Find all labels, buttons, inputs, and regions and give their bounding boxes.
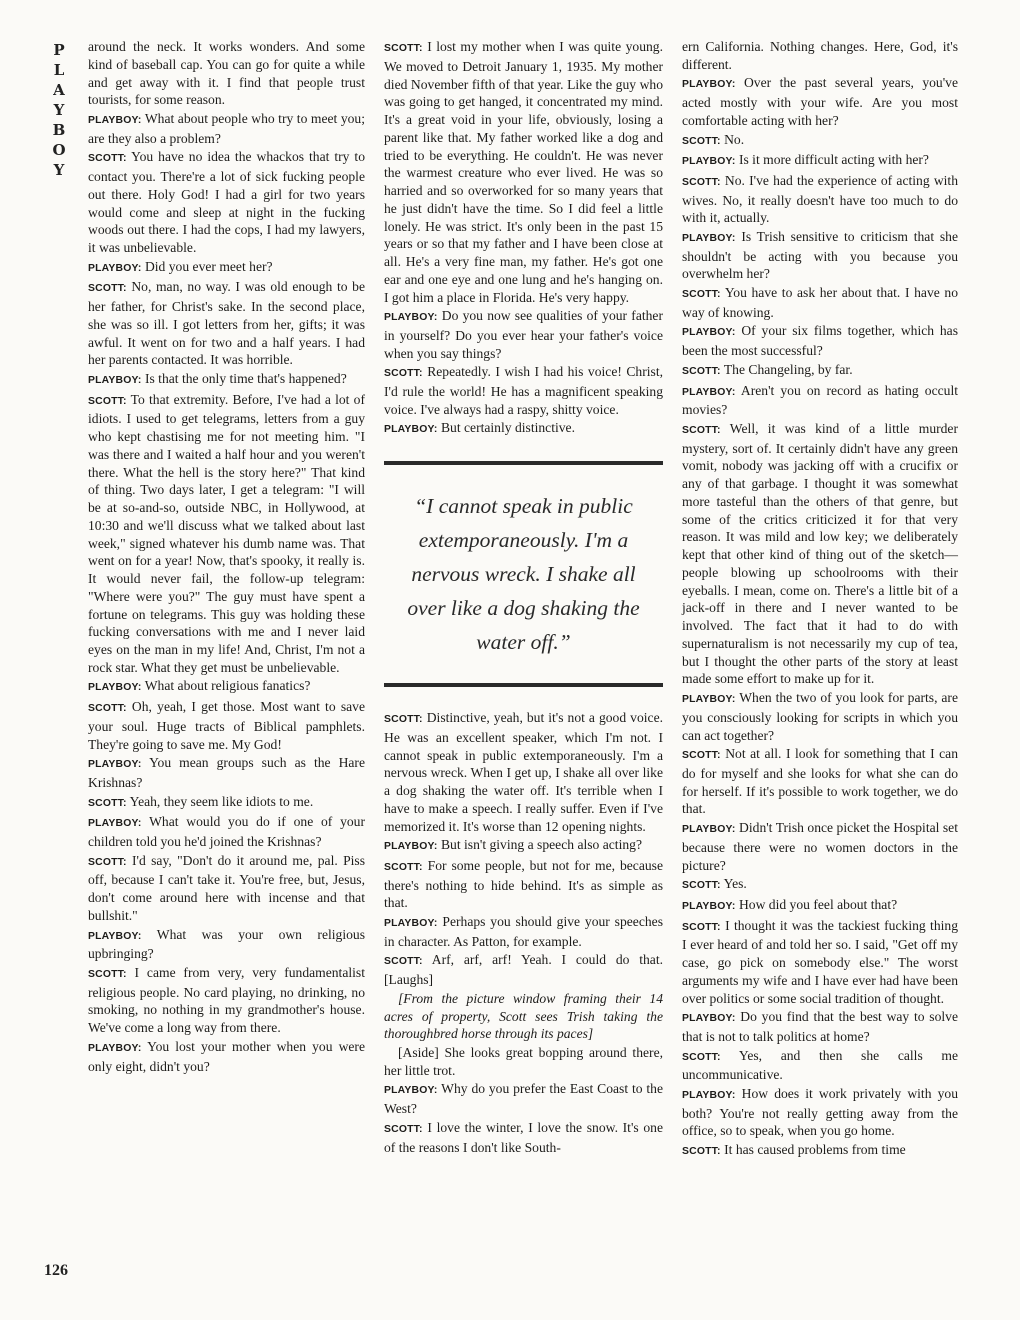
interview-paragraph [682,1141,958,1161]
speaker-label: PLAYBOY: [88,1042,142,1054]
interview-paragraph [88,677,365,697]
paragraph-text: Why do you prefer the East Coast to the West? [384,1081,663,1117]
interview-paragraph [384,419,663,439]
speaker-label: SCOTT: [384,368,423,380]
page-number: 126 [44,1262,68,1279]
interview-paragraph [384,307,663,362]
speaker-label: PLAYBOY: [682,900,736,912]
paragraph-text: Yes. [720,876,747,892]
paragraph-text: Yeah, they seem like idiots to me. [126,793,314,809]
interview-paragraph [682,172,958,227]
speaker-label: PLAYBOY: [384,312,438,324]
interview-paragraph [88,1038,365,1076]
speaker-label: PLAYBOY: [384,841,438,853]
interview-paragraph [682,382,958,420]
interview-paragraph [384,1119,663,1157]
interview-paragraph [88,38,365,109]
logo-letter: O [52,141,66,159]
paragraph-text: I lost my mother when I was quite young. We moved to Detroit January 1, 1935. My mother died November fifth of that year. Like the guy who was going to get hanged, it concentrated my mind. It's a great void in your life, obviously, losing a parent like that. My father worked like a dog and tried to be everything. He couldn't. He was never the warmest creature who ever lived. He was so harried and so overworked for so many years that he just didn't have the time. So I did feel a little lonely. He was strict. It's only been in the past 15 years or so that my father and I have been close at all. He's a very fine man, my father. He's got one ear and one eye and one lung and he's hanging on. I got him a place in Florida. He's very happy. [384,39,663,305]
interview-paragraph [384,1080,663,1118]
interview-paragraph [88,926,365,964]
speaker-label: SCOTT: [682,921,721,933]
speaker-label: SCOTT: [682,880,721,892]
paragraph-text: I thought it was the tackiest fucking thing I ever heard of and told her so. I said, "Get off my case, go pick on somebody else." The worst arguments my wife and I have ever had have been over politics or some social tradition of thought. [682,917,958,1006]
paragraph-text: It has caused problems from time [720,1142,906,1158]
interview-paragraph [88,852,365,925]
interview-paragraph [384,1044,663,1080]
paragraph-text: I'd say, "Don't do it around me, pal. Piss off, because I can't take it. You're free, but, Jesus, don't come around here with incense and that bullshit." [88,852,365,923]
paragraph-text: No. [720,131,745,147]
paragraph-text: When the two of you look for parts, are you consciously looking for scripts in which you can act together? [682,690,958,743]
speaker-label: PLAYBOY: [88,374,142,386]
pull-quote: “I cannot speak in public extemporaneously. I'm a nervous wreck. I shake all over like a dog shaking the water off.” [384,461,663,687]
interview-paragraph [682,1047,958,1085]
interview-paragraph [88,793,365,813]
paragraph-text: Aren't you on record as hating occult movies? [682,382,958,418]
interview-paragraph [88,698,365,753]
interview-paragraph [682,689,958,744]
paragraph-text: Do you now see qualities of your father in yourself? Do you ever hear your father's voice when you say things? [384,308,663,361]
speaker-label: SCOTT: [682,135,721,147]
interview-paragraph [682,1008,958,1046]
paragraph-text: What about people who try to meet you; are they also a problem? [88,110,365,146]
paragraph-text: The Changeling, by far. [720,361,853,377]
paragraph-text: Over the past several years, you've acted mostly with your wife. Are you most comfortable acting with her? [682,75,958,128]
interview-paragraph [682,917,958,1008]
speaker-label: SCOTT: [384,1123,423,1135]
paragraph-text: Do you find that the best way to solve that is not to talk politics at home? [682,1009,958,1044]
interview-paragraph [682,38,958,74]
speaker-label: SCOTT: [682,176,721,188]
speaker-label: PLAYBOY: [682,232,736,244]
paragraph-text: How does it work privately with you both? You're not really getting away from the office, so to speak, when you go home. [682,1085,958,1139]
interview-paragraph [88,370,365,390]
interview-paragraph [384,857,663,912]
interview-paragraph [682,361,958,381]
speaker-label: SCOTT: [682,365,721,377]
logo-letter: Y [53,161,65,179]
paragraph-text: Is it more difficult acting with her? [735,152,929,168]
interview-paragraph [682,228,958,283]
logo-letter: P [53,41,65,59]
speaker-label: PLAYBOY: [682,1013,736,1025]
paragraph-text: I love the winter, I love the snow. It's one of the reasons I don't like South- [384,1119,663,1155]
interview-paragraph [682,74,958,129]
speaker-label: PLAYBOY: [384,424,438,436]
paragraph-text: ern California. Nothing changes. Here, God, it's different. [682,39,958,72]
paragraph-text: Oh, yeah, I get those. Most want to save your soul. Huge tracts of Biblical pamphlets. They're going to save me. My God! [88,699,365,752]
interview-paragraph [88,813,365,851]
paragraph-text: How did you feel about that? [735,896,898,912]
magazine-side-logo [48,40,70,180]
paragraph-text: around the neck. It works wonders. And some kind of baseball cap. You can go for quite a while and get away with it. I find that people trust tourists, for some reason. [88,39,365,108]
paragraph-text: You mean groups such as the Hare Krishnas? [88,755,365,791]
speaker-label: SCOTT: [88,395,127,407]
interview-paragraph [88,278,365,369]
paragraph-text: Well, it was kind of a little murder mystery, sort of. It certainly didn't have any green vomit, nobody was jacking off with a crucifix or any of that garbage. I thought it was somewhat more tasteful than the others of that genre, but some of the critics criticized it for that very reason. It was mild and low key; we deliberately kept that other kind of thing out of the sketch—people blowing up schoolrooms with their eyeballs. I mean, come on. There's a little bit of a jack-off in there and I never wanted to be involved. The fact that it had to do with supernaturalism is not necessarily my cup of tea, but I thought the other parts of the story at least made some effort to make up for it. [682,420,958,687]
paragraph-text: [Aside] She looks great bopping around there, her little trot. [384,1045,663,1078]
speaker-label: PLAYBOY: [682,79,736,91]
paragraph-text: [From the picture window framing their 14 acres of property, Scott sees Trish taking the thoroughbred horse through its paces] [384,990,663,1042]
interview-paragraph [682,151,958,171]
interview-paragraph [682,284,958,322]
column-2-bottom [384,709,663,1156]
paragraph-text: Of your six films together, which has been the most successful? [682,323,958,359]
interview-paragraph [384,913,663,951]
speaker-label: PLAYBOY: [384,918,438,930]
paragraph-text: What would you do if one of your children told you he'd joined the Krishnas? [88,814,365,850]
paragraph-text: Is that the only time that's happened? [141,370,347,386]
speaker-label: PLAYBOY: [682,327,736,339]
speaker-label: PLAYBOY: [88,682,142,694]
interview-paragraph [384,990,663,1043]
interview-paragraph [88,110,365,148]
logo-letter: B [52,121,66,139]
paragraph-text: Yes, and then she calls me uncommunicative. [682,1047,958,1083]
speaker-label: PLAYBOY: [88,930,142,942]
paragraph-text: Distinctive, yeah, but it's not a good voice. He was an excellent speaker, which I'm not. I cannot speak in public extemporaneously. I'm a nervous wreck. When I get up, I shake all over like a dog shaking the water off. It's terrible when I have to make a speech. I really suffer. Even if I've memorized it. It's worse than 12 opening nights. [384,710,663,834]
paragraph-text: You have no idea the whackos that try to contact you. There're a lot of sick fucking people out there. Holy God! I had a girl for two years would come and sleep at night in the fucking woods out there. I had the cops, I had my lawyers, it was unbelievable. [88,149,365,256]
speaker-label: SCOTT: [384,861,423,873]
interview-paragraph [682,745,958,818]
interview-paragraph [682,819,958,874]
paragraph-text: For some people, but not for me, because there's nothing to hide behind. It's as simple as that. [384,857,663,911]
paragraph-text: No, man, no way. I was old enough to be her father, for Christ's sake. In the second place, she was so ill. I got letters from her, gifts; it was awful. It went on for two and a half years. I had her parents contacted. It was horrible. [88,279,365,368]
paragraph-text: No. I've had the experience of acting with wives. No, it really doesn't have too much to do with it, actually. [682,172,958,226]
interview-paragraph [384,38,663,306]
interview-paragraph [682,1085,958,1140]
interview-paragraph [384,836,663,856]
interview-paragraph [88,148,365,257]
speaker-label: SCOTT: [682,750,721,762]
interview-paragraph [88,964,365,1037]
interview-paragraph [384,709,663,835]
text-column-3 [682,38,958,1162]
text-column-2 [384,38,663,1157]
speaker-label: PLAYBOY: [682,1089,736,1101]
speaker-label: PLAYBOY: [682,386,736,398]
paragraph-text: You have to ask her about that. I have no way of knowing. [682,285,958,320]
interview-paragraph [682,875,958,895]
interview-paragraph [88,754,365,792]
speaker-label: PLAYBOY: [88,759,142,771]
paragraph-text: What about religious fanatics? [141,678,311,694]
interview-paragraph [682,131,958,151]
paragraph-text: Perhaps you should give your speeches in character. As Patton, for example. [384,914,663,949]
interview-paragraph [682,896,958,916]
speaker-label: SCOTT: [682,289,721,301]
speaker-label: SCOTT: [682,1146,721,1158]
paragraph-text: Did you ever meet her? [141,258,273,274]
speaker-label: PLAYBOY: [88,114,142,126]
logo-letter: A [53,81,65,99]
speaker-label: PLAYBOY: [682,824,736,836]
paragraph-text: Repeatedly. I wish I had his voice! Christ, I'd rule the world! He has a magnificent speaking voice. I've always had a raspy, shitty voice. [384,364,663,417]
paragraph-text: To that extremity. Before, I've had a lot of idiots. I used to get telegrams, letters from a guy who kept chastising me for not meeting him. "I was there and I waited a half hour and you weren't there. What the hell is the story here?" That kind of thing. Two days later, I get a telegram: "I will be at so-and-so, outside NBC, in Hollywood, at 10:30 and we'll discuss what we talked about last week," signed whatever his dumb name was. That went on for a year! Now, that's spooky, it really is. It would never fail, the follow-up telegram: "Where were you?" The guy must have spent a fortune on telegrams. This guy was holding these fucking conversations with me and I never laid eyes on the man in my life! And, Christ, I'm not a rock star. What they get must be unbelievable. [88,391,365,675]
interview-paragraph [384,363,663,418]
speaker-label: SCOTT: [682,1051,721,1063]
speaker-label: SCOTT: [88,856,127,868]
paragraph-text: But isn't giving a speech also acting? [437,837,642,853]
speaker-label: SCOTT: [682,424,721,436]
paragraph-text: Is Trish sensitive to criticism that she shouldn't be acting with you because you overwhelm her? [682,228,958,282]
speaker-label: SCOTT: [384,43,423,54]
speaker-label: SCOTT: [88,797,127,809]
column-2-top [384,38,663,439]
paragraph-text: You lost your mother when you were only eight, didn't you? [88,1038,365,1074]
speaker-label: PLAYBOY: [88,262,142,274]
paragraph-text: Not at all. I look for something that I can do for myself and she looks for what she can do for herself. If it's possible to work together, we do that. [682,746,958,817]
speaker-label: PLAYBOY: [88,818,142,830]
paragraph-text: But certainly distinctive. [437,420,575,436]
interview-paragraph [88,391,365,677]
speaker-label: SCOTT: [88,153,127,165]
speaker-label: SCOTT: [88,703,127,715]
logo-letter: Y [53,101,65,119]
interview-paragraph [88,258,365,278]
interview-paragraph [682,420,958,688]
interview-paragraph [384,951,663,989]
paragraph-text: Arf, arf, arf! Yeah. I could do that. [Laughs] [384,952,663,988]
paragraph-text: What was your own religious upbringing? [88,926,365,962]
logo-letter: L [53,61,65,79]
speaker-label: PLAYBOY: [682,694,736,706]
text-column-1 [88,38,365,1076]
paragraph-text: Didn't Trish once picket the Hospital set because there were no women doctors in the picture? [682,820,958,873]
speaker-label: PLAYBOY: [682,156,736,168]
speaker-label: SCOTT: [384,956,423,968]
paragraph-text: I came from very, very fundamentalist religious people. No card playing, no drinking, no smoking, no nothing in my grandmother's house. We've come a long way from there. [88,964,365,1036]
interview-paragraph [682,322,958,360]
speaker-label: SCOTT: [88,283,127,295]
speaker-label: SCOTT: [384,714,423,726]
speaker-label: PLAYBOY: [384,1085,438,1097]
speaker-label: SCOTT: [88,968,127,980]
